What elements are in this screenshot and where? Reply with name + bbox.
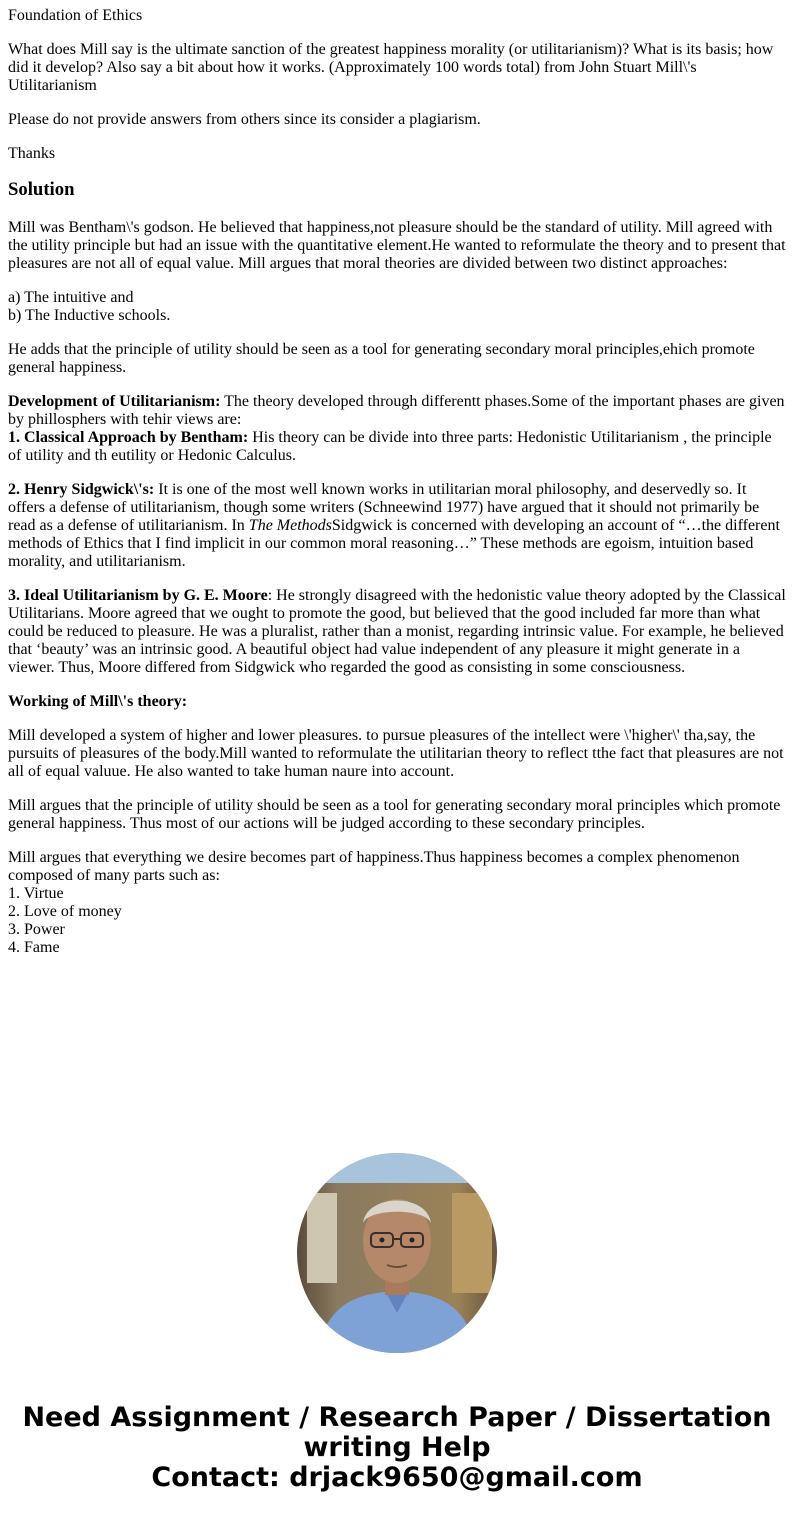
happiness-part: 4. Fame <box>8 939 60 956</box>
question-note: Please do not provide answers from others since its consider a plagiarism. <box>8 111 481 128</box>
phase2-paragraph <box>8 481 786 571</box>
development-paragraph <box>8 393 786 465</box>
happiness-part: 1. Virtue <box>8 885 64 902</box>
contact-banner <box>0 1403 794 1493</box>
phase1-label: 1. Classical Approach by Bentham: <box>8 429 249 446</box>
approach-a: a) The intuitive and <box>8 289 134 306</box>
working-heading-text: Working of Mill\'s theory: <box>8 693 188 710</box>
happiness-part: 2. Love of money <box>8 903 122 920</box>
phase2-label: 2. Henry Sidgwick\'s: <box>8 481 155 498</box>
happiness-part: 3. Power <box>8 921 65 938</box>
working-paragraph-3-text: Mill argues that everything we desire becomes part of happiness.Thus happiness becomes a complex phenomenon composed of many parts such as: <box>8 849 740 884</box>
document-content <box>8 7 786 973</box>
phase3-paragraph <box>8 587 786 677</box>
phase2-book-title: The Methods <box>248 517 332 534</box>
banner-line-1: Need Assignment / Research Paper / Dissertation <box>22 1402 772 1433</box>
phase2-text-b: Sidgwick is concerned with developing an account of “…the different methods of Ethics that I find implicit in our common moral reasoning…” These methods are egoism, intuition based morality, and utilitarianism. <box>8 517 780 570</box>
approaches-list <box>8 289 786 325</box>
working-paragraph-2: Mill argues that the principle of utility should be seen as a tool for generating secondary moral principles which promote general happiness. Thus most of our actions will be judged according to these secondary principles. <box>8 797 781 832</box>
phase2-text-a: It is one of the most well known works in utilitarian moral philosophy, and deservedly so. It offers a defense of utilitarianism, though some writers (Schneewind 1977) have argued that it should not primarily be read as a defense of utilitarianism. In <box>8 481 760 534</box>
working-paragraph-3 <box>8 849 786 957</box>
author-avatar <box>297 1153 497 1353</box>
banner-contact-email: Contact: drjack9650@gmail.com <box>151 1462 643 1493</box>
approach-b: b) The Inductive schools. <box>8 307 171 324</box>
working-paragraph-1: Mill developed a system of higher and lower pleasures. to pursue pleasures of the intellect were \'higher\' tha,say, the pursuits of pleasures of the body.Mill wanted to reformulate the utilitarian theory to reflect tthe fact that pleasures are not all of equal valuue. He also wanted to take human naure into account. <box>8 727 784 780</box>
development-text: The theory developed through differentt phases.Some of the important phases are given by phillosphers with tehir views are: <box>8 393 785 428</box>
utility-principle-paragraph: He adds that the principle of utility should be seen as a tool for generating secondary moral principles,ehich promote general happiness. <box>8 341 755 376</box>
solution-intro: Mill was Bentham\'s godson. He believed that happiness,not pleasure should be the standard of utility. Mill agreed with the utility principle but had an issue with the quantitative element.He wanted to reformulate the theory and to present that pleasures are not all of equal value. Mill argues that moral theories are divided between two distinct approaches: <box>8 219 786 272</box>
banner-line-2: writing Help <box>303 1432 491 1463</box>
phase1-text: His theory can be divide into three parts: Hedonistic Utilitarianism , the principle of utility and th eutility or Hedonic Calculus. <box>8 429 772 464</box>
author-photo <box>297 1153 497 1353</box>
question-title: Foundation of Ethics <box>8 7 143 24</box>
solution-heading: Solution <box>8 179 75 200</box>
question-thanks: Thanks <box>8 145 56 162</box>
phase3-label: 3. Ideal Utilitarianism by G. E. Moore <box>8 587 268 604</box>
development-label: Development of Utilitarianism: <box>8 393 221 410</box>
question-body: What does Mill say is the ultimate sanction of the greatest happiness morality (or utilitarianism)? What is its basis; how did it develop? Also say a bit about how it works. (Approximately 100 words total) from John Stuart Mill\'s Utilitarianism <box>8 41 774 94</box>
working-heading <box>8 693 786 711</box>
phase3-text: : He strongly disagreed with the hedonistic value theory adopted by the Classical Utilitarians. Moore agreed that we ought to promote the good, but believed that the good included far more than what could be reduced to pleasure. He was a pluralist, rather than a monist, regarding intrinsic value. For example, he believed that ‘beauty’ was an intrinsic good. A beautiful object had value independent of any pleasure it might generate in a viewer. Thus, Moore differed from Sidgwick who regarded the good as consisting in some consciousness. <box>8 587 786 676</box>
